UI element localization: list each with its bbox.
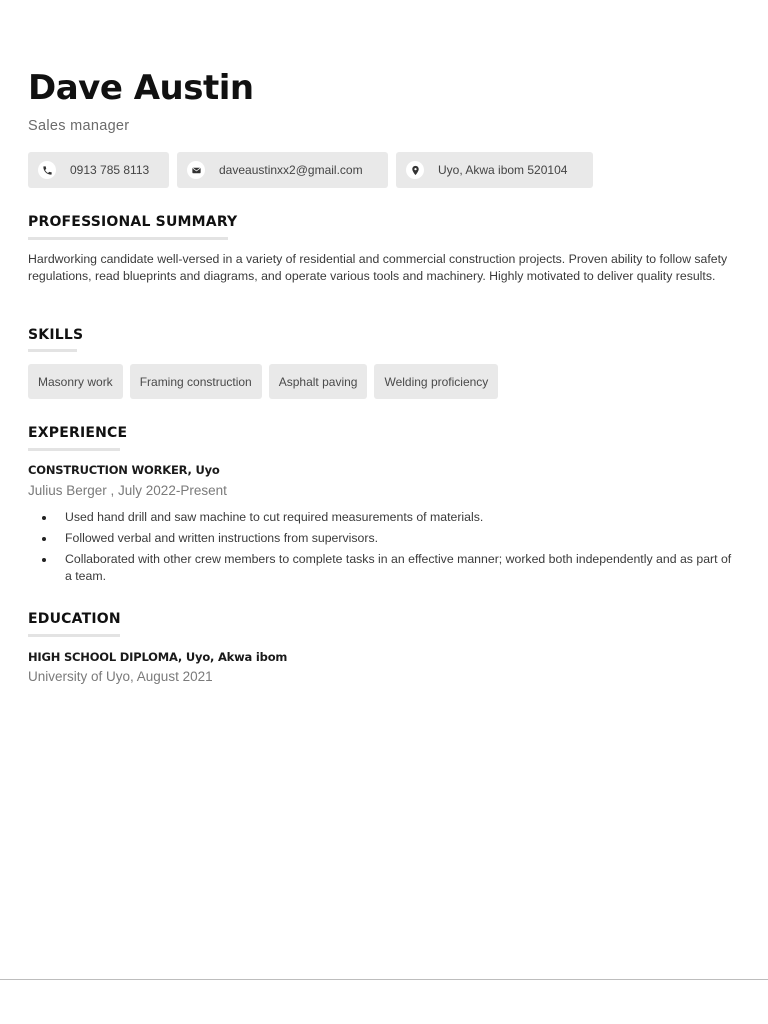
education-heading: EDUCATION [28, 611, 121, 627]
job-title: CONSTRUCTION WORKER, Uyo [28, 463, 220, 477]
experience-heading: EXPERIENCE [28, 425, 128, 441]
list-item [40, 530, 740, 547]
location-chip [396, 152, 593, 188]
skill-tag: Masonry work [28, 364, 123, 399]
summary-divider [28, 237, 228, 240]
location-pin-icon [406, 161, 424, 179]
skill-tag: Welding proficiency [374, 364, 498, 399]
skill-tag: Framing construction [130, 364, 262, 399]
job-company-dates: Julius Berger , July 2022-Present [28, 483, 227, 498]
job-bullets [40, 509, 740, 589]
skills-divider [28, 349, 77, 352]
phone-chip [28, 152, 169, 188]
bullet-dot-icon [42, 516, 46, 520]
list-item [40, 509, 740, 526]
summary-heading: PROFESSIONAL SUMMARY [28, 214, 238, 230]
email-icon [187, 161, 205, 179]
bullet-text: Collaborated with other crew members to complete tasks in an effective manner; worked both independently and as part of a team. [65, 552, 732, 583]
location-text: Uyo, Akwa ibom 520104 [438, 163, 568, 177]
skills-list [28, 364, 498, 399]
page-bottom-divider [0, 979, 768, 980]
list-item [40, 551, 740, 585]
bullet-text: Followed verbal and written instructions from supervisors. [65, 531, 379, 545]
phone-icon [38, 161, 56, 179]
skills-heading: SKILLS [28, 327, 84, 343]
email-text: daveaustinxx2@gmail.com [219, 163, 363, 177]
phone-text: 0913 785 8113 [70, 163, 150, 177]
degree-title: HIGH SCHOOL DIPLOMA, Uyo, Akwa ibom [28, 650, 288, 664]
summary-text: Hardworking candidate well-versed in a variety of residential and commercial construction projects. Proven ability to follow safety regulations, read blueprints and diagrams, and operate various tools and machinery. Highly motivated to deliver quality results. [28, 252, 728, 283]
school-dates: University of Uyo, August 2021 [28, 669, 213, 684]
bullet-dot-icon [42, 537, 46, 541]
contact-bar [28, 152, 593, 188]
email-chip [177, 152, 388, 188]
skill-tag: Asphalt paving [269, 364, 368, 399]
candidate-role: Sales manager [28, 118, 130, 134]
experience-divider [28, 448, 120, 451]
bullet-text: Used hand drill and saw machine to cut required measurements of materials. [65, 510, 484, 524]
education-divider [28, 634, 120, 637]
bullet-dot-icon [42, 558, 46, 562]
candidate-name: Dave Austin [28, 68, 254, 108]
